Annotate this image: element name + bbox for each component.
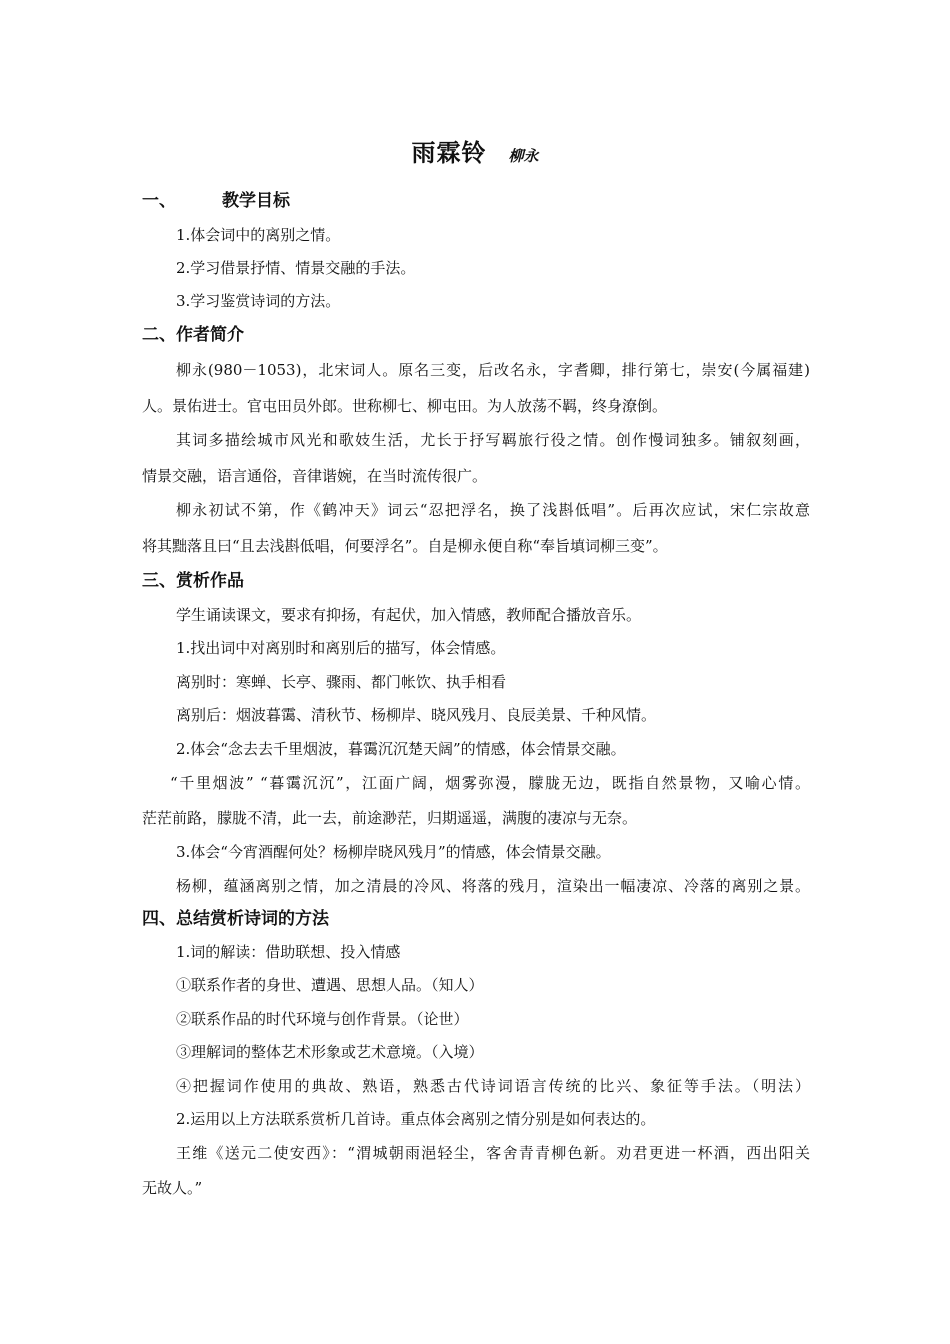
analysis-question-1: 1.找出词中对离别时和离别后的描写，体会情感。: [176, 639, 506, 657]
goal-item-3: 3.学习鉴赏诗词的方法。: [176, 292, 341, 310]
section3-heading: 三、赏析作品: [142, 571, 244, 591]
title-row: [0, 133, 950, 168]
document-title: 雨霖铃: [411, 139, 487, 167]
analysis-question-3: 3.体会“今宵酒醒何处？杨柳岸晓风残月”的情感，体会情景交融。: [176, 843, 611, 861]
bio-paragraph-2a: 其词多描绘城市风光和歌妓生活，尤长于抒写羁旅行役之情。创作慢词独多。铺叙刻画，: [176, 431, 810, 449]
method-item-3: ③理解词的整体艺术形象或艺术意境。（入境）: [176, 1043, 484, 1061]
method-2: 2.运用以上方法联系赏析几首诗。重点体会离别之情分别是如何表达的。: [176, 1110, 656, 1128]
method-1: 1.词的解读：借助联想、投入情感: [176, 943, 401, 961]
analysis-during-parting: 离别时：寒蝉、长亭、骤雨、都门帐饮、执手相看: [176, 673, 507, 691]
section1-title: 教学目标: [222, 191, 290, 211]
goal-item-1: 1.体会词中的离别之情。: [176, 226, 341, 244]
bio-paragraph-1b: 人。景佑进士。官屯田员外郎。世称柳七、柳屯田。为人放荡不羁，终身潦倒。: [142, 397, 668, 415]
bio-paragraph-3b: 将其黜落且曰“且去浅斟低唱，何要浮名”。自是柳永便自称“奉旨填词柳三变”。: [142, 537, 668, 555]
analysis-question-2: 2.体会“念去去千里烟波，暮霭沉沉楚天阔”的情感，体会情景交融。: [176, 740, 626, 758]
bio-paragraph-1a: 柳永(980－1053)，北宋词人。原名三变，后改名永，字耆卿，排行第七，崇安(今属福建): [176, 361, 810, 379]
poem-line-b: 无故人。”: [142, 1179, 203, 1197]
method-item-1: ①联系作者的身世、遭遇、思想人品。（知人）: [176, 976, 484, 994]
goal-item-2: 2.学习借景抒情、情景交融的手法。: [176, 259, 416, 277]
bio-paragraph-3a: 柳永初试不第，作《鹤冲天》词云“忍把浮名，换了浅斟低唱”。后再次应试，宋仁宗故意: [176, 501, 810, 519]
poem-line-a: 王维《送元二使安西》：“渭城朝雨浥轻尘，客舍青青柳色新。劝君更进一杯酒，西出阳关: [176, 1144, 810, 1162]
method-item-2: ②联系作品的时代环境与创作背景。（论世）: [176, 1010, 469, 1028]
section1-heading: [142, 190, 810, 212]
document-author: 柳永: [508, 147, 539, 165]
analysis-answer-2b: 茫茫前路，朦胧不清，此一去，前途渺茫，归期遥遥，满腹的凄凉与无奈。: [142, 809, 638, 827]
analysis-after-parting: 离别后：烟波暮霭、清秋节、杨柳岸、晓风残月、良辰美景、千种风情。: [176, 706, 657, 724]
analysis-answer-3: 杨柳，蕴涵离别之情，加之清晨的冷风、将落的残月，渲染出一幅凄凉、冷落的离别之景。: [176, 877, 810, 895]
section1-number: 一、: [142, 191, 176, 211]
section4-heading: 四、总结赏析诗词的方法: [142, 909, 329, 929]
bio-paragraph-2b: 情景交融，语言通俗，音律谐婉，在当时流传很广。: [142, 467, 488, 485]
section2-heading: 二、作者简介: [142, 325, 244, 345]
analysis-answer-2a: “千里烟波” “暮霭沉沉”，江面广阔，烟雾弥漫，朦胧无边，既指自然景物，又喻心情。: [170, 774, 810, 792]
analysis-intro: 学生诵读课文，要求有抑扬，有起伏，加入情感，教师配合播放音乐。: [176, 606, 642, 624]
method-item-4: ④把握词作使用的典故、熟语，熟悉古代诗词语言传统的比兴、象征等手法。（明法）: [176, 1077, 810, 1095]
